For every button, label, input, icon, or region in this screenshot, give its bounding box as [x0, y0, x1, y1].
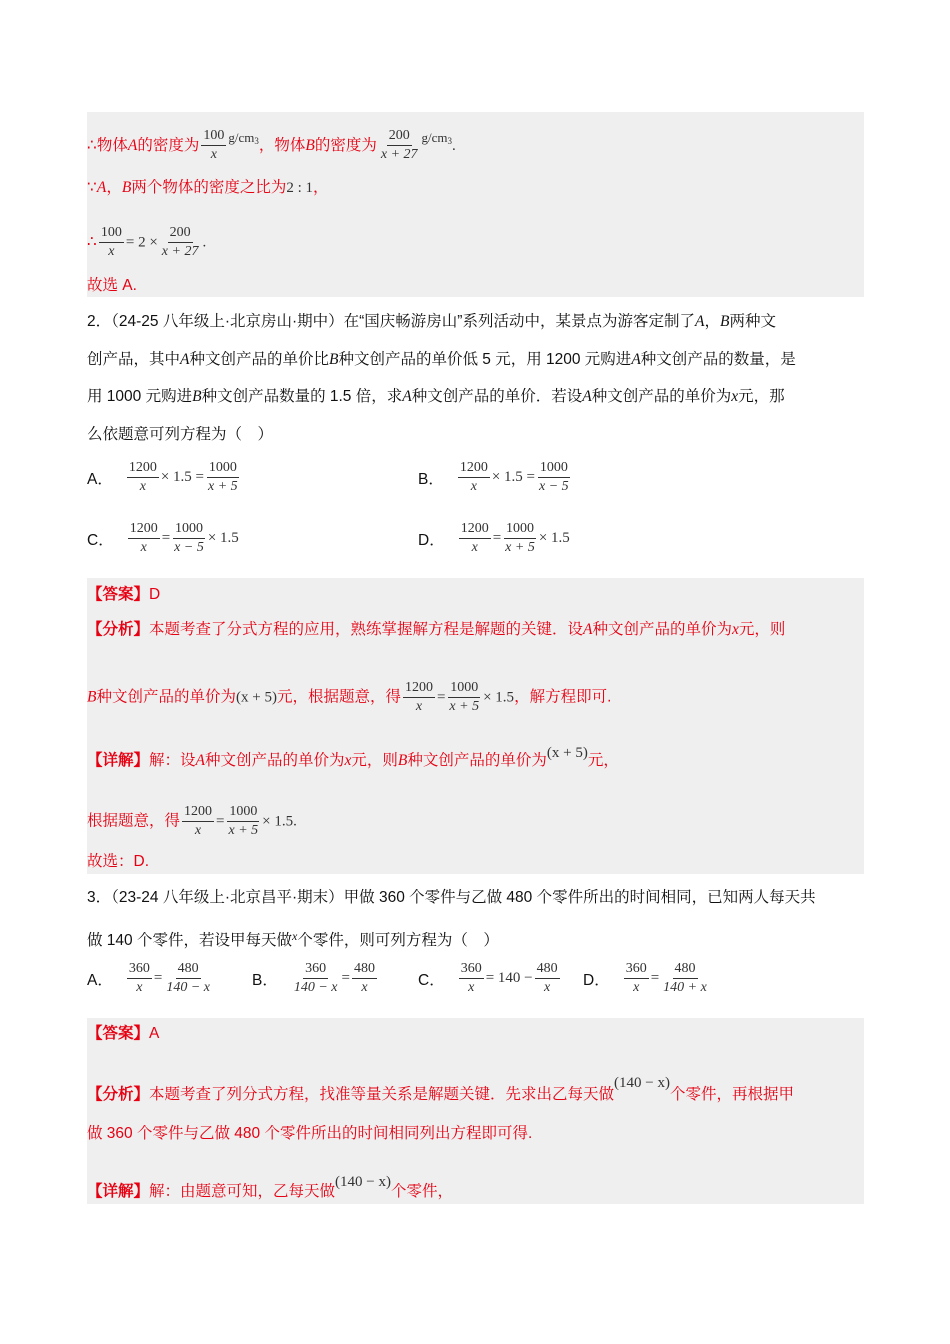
block1-line3: ∴ $\frac{100}{x}$ = 2 × $\frac{200}{x + 27}$ . — [87, 225, 207, 259]
q3-analysis-line2: 做 360 个零件与乙做 480 个零件所出的时间相同列出方程即可得. — [87, 1125, 533, 1142]
q2-detail-line1: 【详解】解：设A种文创产品的单价为x元，则B种文创产品的单价为(x + 5)元， — [87, 745, 619, 769]
fraction: $\frac{1000}{x + 5}$ — [228, 804, 259, 838]
q2-option-c[interactable]: C． $\frac{1200}{x}$ = $\frac{1000}{x - 5}$ × 1.5 — [87, 521, 239, 555]
block1-line1: ∴物体A的密度为 $\frac{100}{x}$ $^{g/cm3}$，物体B的密度为 $\frac{200}{x + 27}$ $^{g/cm3}$. — [87, 128, 456, 163]
fraction: $\frac{1200}{x}$ — [404, 680, 433, 714]
q3-analysis-line1: 【分析】本题考查了列分式方程，找准等量关系是解题关键．先求出乙每天做(140 − x)个零件，再根据甲 — [87, 1075, 794, 1103]
q2-analysis-line2: B种文创产品的单价为(x + 5)元，根据题意，得 $\frac{1200}{x}$ = $\frac{1000}{x + 5}$ × 1.5，解方程即可. — [87, 680, 612, 714]
fraction: $\frac{200}{x + 27}$ — [380, 128, 418, 163]
fraction: $\frac{100}{x}$ — [100, 225, 122, 259]
fraction: $\frac{1000}{x + 5}$ — [449, 680, 480, 714]
q3-option-c[interactable]: C． $\frac{360}{x}$ = 140 − $\frac{480}{x}$ — [418, 961, 558, 995]
fraction: $\frac{1200}{x}$ — [184, 804, 213, 838]
block1-conclusion: 故选 A. — [87, 277, 137, 294]
q2-line1: 2．（24-25 八年级上·北京房山·期中）在“国庆畅游房山”系列活动中，某景点为游客定制了A，B两种文 — [87, 313, 776, 330]
q2-line4: 么依题意可列方程为（ ） — [87, 426, 274, 443]
fraction: $\frac{200}{x + 27}$ — [161, 225, 199, 259]
q2-option-b[interactable]: B． $\frac{1200}{x}$ × 1.5 = $\frac{1000}{x - 5}$ — [418, 460, 569, 494]
q2-conclusion: 故选：D. — [87, 853, 150, 870]
q2-detail-line2: 根据题意，得 $\frac{1200}{x}$ = $\frac{1000}{x + 5}$ × 1.5. — [87, 804, 297, 838]
q3-line2: 做 140 个零件，若设甲每天做$^x$个零件，则可列方程为（ ） — [87, 929, 499, 949]
q3-option-b[interactable]: B． $\frac{360}{140 - x}$ = $\frac{480}{x}$ — [252, 961, 375, 995]
block1-line2: ∵A，B两个物体的密度之比为2 : 1， — [87, 179, 329, 196]
q3-option-a[interactable]: A． $\frac{360}{x}$ = $\frac{480}{140 - x}$ — [87, 961, 210, 995]
q2-option-a[interactable]: A． $\frac{1200}{x}$ × 1.5 = $\frac{1000}{x + 5}$ — [87, 460, 238, 494]
q2-analysis-line1: 【分析】本题考查了分式方程的应用，熟练掌握解方程是解题的关键．设A种文创产品的单价为x元，则 — [87, 621, 786, 638]
q2-answer: 【答案】D — [87, 586, 161, 603]
q2-line3: 用 1000 元购进B种文创产品数量的 1.5 倍，求A种文创产品的单价．若设A种文创产品的单价为x元，那 — [87, 388, 785, 405]
q3-line1: 3．（23-24 八年级上·北京昌平·期末）甲做 360 个零件与乙做 480 个零件所出的时间相同，已知两人每天共 — [87, 889, 816, 906]
fraction: $\frac{100}{x}$ — [203, 128, 225, 163]
q2-option-d[interactable]: D． $\frac{1200}{x}$ = $\frac{1000}{x + 5}$ × 1.5 — [418, 521, 570, 555]
q3-option-d[interactable]: D． $\frac{360}{x}$ = $\frac{480}{140 + x}$ — [583, 961, 707, 995]
q3-answer: 【答案】A — [87, 1025, 160, 1042]
q3-detail-line1: 【详解】解：由题意可知，乙每天做(140 − x)个零件， — [87, 1174, 453, 1200]
q2-line2: 创产品，其中A种文创产品的单价比B种文创产品的单价低 5 元，用 1200 元购进A种文创产品的数量，是 — [87, 351, 796, 368]
